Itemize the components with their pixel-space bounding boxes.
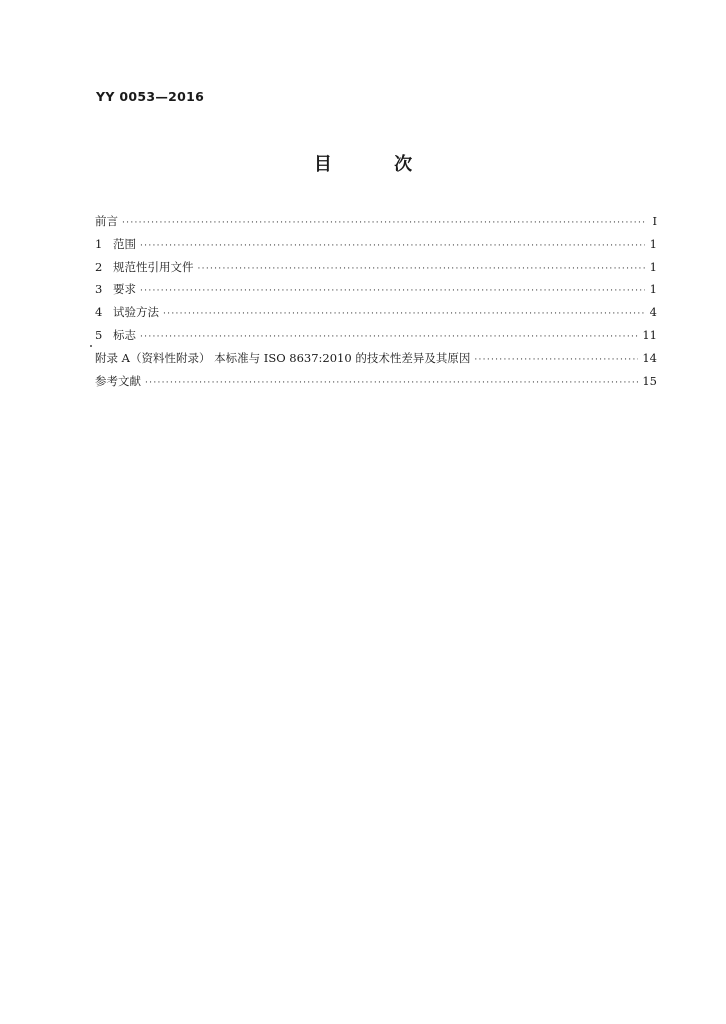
toc-item-label: 标志 [113,327,136,342]
toc-leader-dots [163,303,645,326]
page-title: 目 次 [313,154,441,175]
toc-item-bibliography[interactable] [95,370,657,393]
toc-item-label: 参考文献 [95,373,141,388]
toc-item-page: 1 [649,236,657,251]
toc-item-label: 规范性引用文件 [113,259,194,274]
toc-item-requirements[interactable] [95,278,657,301]
toc-item-page: Ⅰ [652,214,657,228]
toc-item-label: 范围 [113,236,136,251]
toc-item-label: 要求 [113,282,136,297]
toc-item-number: 3 [95,282,103,297]
toc-item-number: 4 [95,305,103,320]
toc-item-page: 1 [649,259,657,274]
toc-leader-dots [140,235,645,258]
toc-item-page: 1 [649,282,657,297]
toc-leader-dots [140,280,645,303]
toc-item-page: 15 [642,373,657,388]
toc-item-label: 附录 A（资料性附录） 本标准与 ISO 8637:2010 的技术性差异及其原因 [95,350,471,365]
standard-code: YY 0053—2016 [96,89,205,104]
toc-item-number: 5 [95,327,103,342]
toc-item-marking[interactable] [95,324,657,347]
toc-item-normative-references[interactable] [95,256,657,279]
toc-leader-dots [122,212,645,235]
toc-item-page: 4 [649,305,657,320]
toc-leader-dots [198,258,646,281]
toc-leader-dots [145,372,638,395]
toc-item-annex-a[interactable] [95,347,657,370]
toc-item-page: 11 [642,327,657,342]
toc-item-label: 试验方法 [113,305,159,320]
scan-speck [90,345,92,347]
toc-item-scope[interactable] [95,233,657,256]
toc-item-test-methods[interactable] [95,301,657,324]
toc-leader-dots [140,326,638,349]
toc-item-page: 14 [642,350,657,365]
toc-item-number: 2 [95,259,103,274]
table-of-contents [95,210,657,392]
toc-item-number: 1 [95,236,103,251]
toc-leader-dots [474,349,638,372]
toc-item-label: 前言 [95,214,118,228]
toc-item-foreword[interactable] [95,210,657,233]
